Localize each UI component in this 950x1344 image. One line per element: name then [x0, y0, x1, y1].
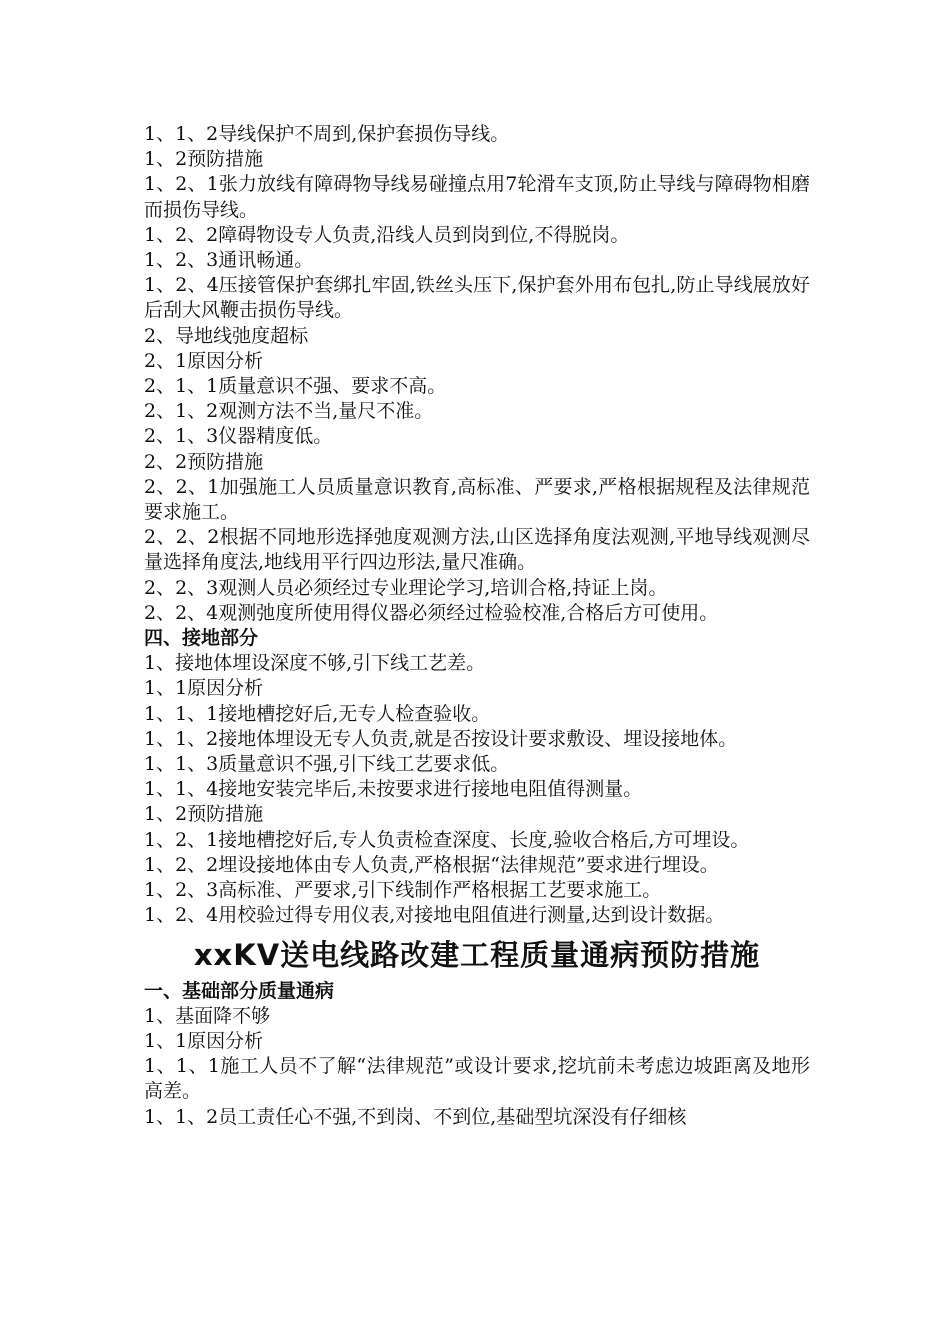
paragraph-line: 1、2、1张力放线有障碍物导线易碰撞点用7轮滑车支顶,防止导线与障碍物相磨而损伤导线。 [144, 173, 810, 221]
paragraph-line: 2、导地线弛度超标 [144, 324, 309, 347]
paragraph-line: 1、1原因分析 [144, 1029, 264, 1052]
paragraph-line: 1、1原因分析 [144, 677, 264, 700]
paragraph-line: 2、1、3仪器精度低。 [144, 425, 333, 448]
paragraph-line: 1、2、3高标准、严要求,引下线制作严格根据工艺要求施工。 [144, 879, 662, 902]
paragraph-line: 1、1、2员工责任心不强,不到岗、不到位,基础型坑深没有仔细核 [144, 1105, 687, 1128]
paragraph-line: 2、2、2根据不同地形选择弛度观测方法,山区选择角度法观测,平地导线观测尽量选择角度法,地线用平行四边形法,量尺准确。 [144, 526, 810, 574]
paragraph-line: 1、1、1施工人员不了解“法律规范”或设计要求,挖坑前未考虑边坡距离及地形高差。 [144, 1055, 810, 1103]
paragraph-line: 1、2、2障碍物设专人负责,沿线人员到岗到位,不得脱岗。 [144, 223, 630, 246]
paragraph-line: 1、2预防措施 [144, 803, 264, 826]
paragraph-line: 1、1、2导线保护不周到,保护套损伤导线。 [144, 123, 510, 145]
document-body-after-title [144, 979, 810, 1130]
paragraph-line: 1、2、4压接管保护套绑扎牢固,铁丝头压下,保护套外用布包扎,防止导线展放好后刮大风鞭击损伤导线。 [144, 274, 810, 322]
section-heading: 四、接地部分 [144, 627, 259, 650]
paragraph-line: 1、1、2接地体埋设无专人负责,就是否按设计要求敷设、埋设接地体。 [144, 727, 738, 750]
paragraph-line: 2、1、1质量意识不强、要求不高。 [144, 375, 447, 398]
document-title: xxKV送电线路改建工程质量通病预防措施 [193, 937, 761, 972]
paragraph-line: 1、1、4接地安装完毕后,未按要求进行接地电阻值得测量。 [144, 778, 643, 801]
paragraph-line: 1、接地体埋设深度不够,引下线工艺差。 [144, 652, 486, 675]
paragraph-line: 1、2预防措施 [144, 148, 264, 171]
paragraph-line: 2、2预防措施 [144, 450, 264, 473]
paragraph-line: 1、2、2埋设接地体由专人负责,严格根据“法律规范”要求进行埋设。 [144, 853, 719, 876]
paragraph-line: 2、2、1加强施工人员质量意识教育,高标准、严要求,严格根据规程及法律规范要求施工。 [144, 475, 810, 524]
paragraph-line: 2、2、4观测弛度所使用得仪器必须经过检验校准,合格后方可使用。 [144, 601, 719, 624]
document-page [144, 122, 810, 1130]
paragraph-line: 1、1、1接地槽挖好后,无专人检查验收。 [144, 702, 491, 725]
paragraph-line: 1、2、1接地槽挖好后,专人负责检查深度、长度,验收合格后,方可埋设。 [144, 828, 750, 851]
document-body-before-title [144, 122, 810, 929]
paragraph-line: 1、基面降不够 [144, 1004, 271, 1027]
paragraph-line: 1、2、3通讯畅通。 [144, 249, 314, 272]
section-heading: 一、基础部分质量通病 [144, 979, 335, 1002]
paragraph-line: 1、2、4用校验过得专用仪表,对接地电阻值进行测量,达到设计数据。 [144, 904, 725, 927]
paragraph-line: 1、1、3质量意识不强,引下线工艺要求低。 [144, 753, 510, 776]
paragraph-line: 2、1原因分析 [144, 349, 264, 372]
paragraph-line: 2、1、2观测方法不当,量尺不准。 [144, 400, 434, 423]
paragraph-line: 2、2、3观测人员必须经过专业理论学习,培训合格,持证上岗。 [144, 576, 668, 599]
